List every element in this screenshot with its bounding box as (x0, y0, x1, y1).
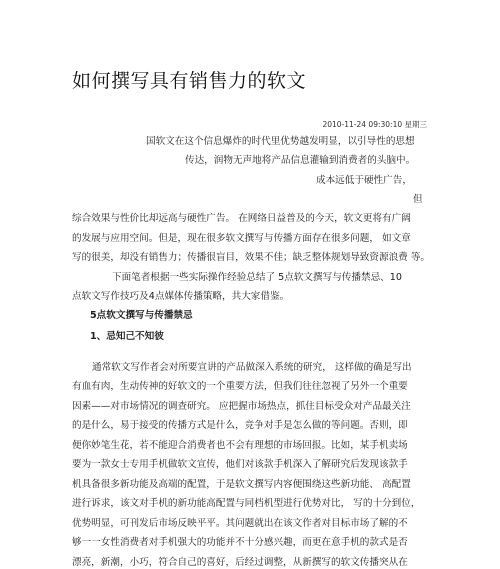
paragraph-line: 优势明显，可刊发后市场反映平平。其问题就出在该文作者对目标市场了解的不 (72, 518, 408, 529)
paragraph-line: 的是什么，易于接受的传播方式是什么，竞争对手是怎么做的等问题。否则，即 (72, 420, 408, 431)
paragraph-line: 成本远低于硬性广告， (316, 175, 412, 186)
paragraph-line: 传达，润物无声地将产品信息灌输到消费者的头脑中。 (185, 155, 416, 166)
sub-heading: 1、忌知己不知彼 (90, 331, 164, 342)
document-date: 2010-11-24 09:30:10 星期三 (322, 120, 427, 129)
section-heading: 5点软文撰写与传播禁忌 (90, 310, 193, 321)
paragraph-line: 进行诉求，该文对手机的新功能高配置与同档机型进行优势对比， 写的十分到位， (72, 498, 421, 509)
paragraph-line: 机具备很多新功能及高端的配置，于是软文撰写内容便围绕这些新功能、 高配置 (72, 479, 411, 490)
paragraph-line: 通常软文写作者会对所要宣讲的产品做深入系统的研究， 这样做的确是写出 (92, 362, 412, 373)
paragraph-line: 点软文写作技巧及4点媒体传播策略，共大家借鉴。 (72, 291, 290, 302)
paragraph-line: 漂亮，新潮，小巧，符合自己的喜好，后经过调整，从新撰写的软文传播突从在 (72, 557, 408, 568)
paragraph-line: 便你妙笔生花，若不能迎合消费者也不会有理想的市场回报。比如，某手机卖场 (72, 440, 408, 451)
paragraph-line: 综合效果与性价比却远高与硬性广告。 在网络日益普及的今天，软文更将有广阔 (72, 213, 411, 224)
paragraph-line: 但 (413, 194, 423, 205)
document-title: 如何撰写具有销售力的软文 (72, 70, 307, 92)
paragraph-line: 写的很美，却没有销售力；传播很盲目，效果不佳；缺乏整体规划导致资源浪费 等。 (72, 252, 431, 263)
paragraph-line: 够一一女性消费者对手机强大的功能并不十分感兴趣，而更在意手机的款式是否 (72, 537, 408, 548)
paragraph-line: 有血有肉，生动传神的好软文的一个重要方法，但我们往往忽视了另外一个重要 (72, 381, 408, 392)
paragraph-line: 国软文在这个信息爆炸的时代里优势越发明显，以引导性的思想 (146, 136, 415, 147)
paragraph-line: 因素——对市场情况的调查研究。 应把握市场热点，抓住目标受众对产品最关注 (72, 401, 411, 412)
paragraph-line: 的发展与应用空间。但是，现在很多软文撰写与传播方面存在很多问题， 如文章 (72, 233, 411, 244)
paragraph-line: 要为一款女士专用手机做软文宣传，他们对该款手机深入了解研究后发现该款手 (72, 459, 408, 470)
paragraph-line: 下面笔者根据一些实际操作经验总结了 5点软文撰写与传播禁忌、10 (112, 272, 402, 283)
